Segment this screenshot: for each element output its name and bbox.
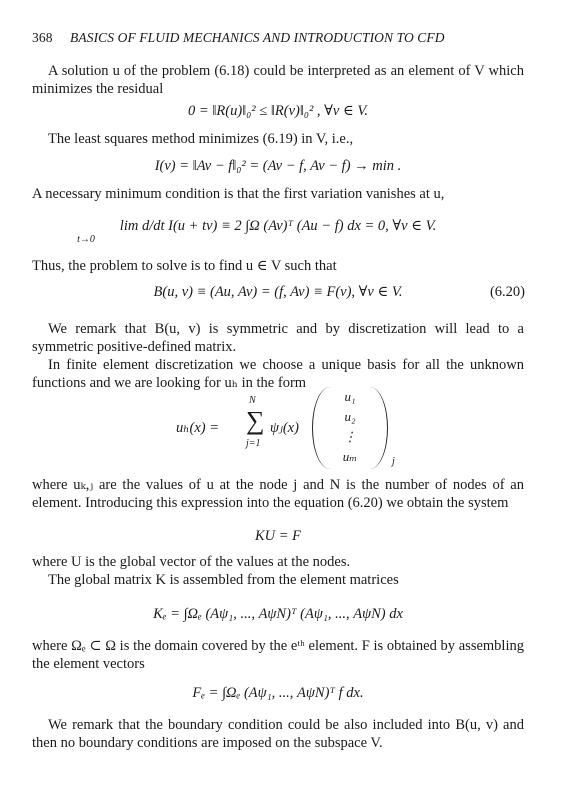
- paragraph-global-vector: where U is the global vector of the values at the nodes.: [32, 554, 351, 570]
- paragraph-domain: where Ωₑ ⊂ Ω is the domain covered by the eᵗʰ element. F is obtained by assembling the element vectors: [32, 638, 524, 672]
- vector-entry: ⋮: [343, 429, 357, 444]
- equation-system: KU = F: [254, 528, 302, 544]
- equation-residual: 0 = ‖R(u)‖₀² ≤ ‖R(v)‖₀² , ∀v ∈ V.: [188, 103, 368, 119]
- equation-element-vector: Fₑ = ∫Ωₑ (Aψ₁, ..., AψN)ᵀ f dx.: [192, 685, 364, 701]
- sum-sign-icon: ∑: [246, 406, 265, 435]
- paragraph-problem: Thus, the problem to solve is to find u ∈ V such that: [32, 258, 337, 274]
- running-title: BASICS OF FLUID MECHANICS AND INTRODUCTION TO CFD: [70, 30, 445, 45]
- equation-bilinear: B(u, v) ≡ (Au, Av) = (f, Av) ≡ F(v), ∀v ∈ V.: [153, 284, 403, 300]
- page-number: 368: [32, 30, 53, 45]
- paragraph-minimum-condition: A necessary minimum condition is that the first variation vanishes at u,: [32, 186, 445, 202]
- equation-functional: I(v) = ‖Av − f‖₀² = (Av − f, Av − f) → min .: [154, 158, 402, 174]
- vector-subscript: j: [392, 456, 395, 467]
- page-header: [32, 30, 532, 46]
- vector-entry: u₂: [344, 409, 356, 424]
- basis-function: ψⱼ(x): [270, 420, 299, 436]
- unknowns-vector: [312, 387, 388, 469]
- equation-element-matrix: Kₑ = ∫Ωₑ (Aψ₁, ..., AψN)ᵀ (Aψ₁, ..., AψN) dx: [153, 606, 403, 622]
- sum-upper-limit: N: [249, 395, 256, 406]
- paragraph-global-matrix: The global matrix K is assembled from the element matrices: [48, 572, 399, 588]
- paragraph-nodes: where uₖ,ⱼ are the values of u at the node j and N is the number of nodes of an element. Introducing this expression into the equation (6.20) we obtain the system: [32, 477, 524, 511]
- vector-entry: u₁: [344, 389, 356, 404]
- equation-number: (6.20): [489, 284, 525, 300]
- paragraph-least-squares: The least squares method minimizes (6.19) in V, i.e.,: [48, 131, 354, 147]
- vector-entry: uₘ: [342, 449, 358, 464]
- paragraph-boundary: We remark that the boundary condition could be also included into B(u, v) and then no boundary conditions are imposed on the subspace V.: [32, 717, 524, 751]
- equation-variation-limit-sub: t→0: [77, 234, 95, 245]
- paragraph-symmetric: We remark that B(u, v) is symmetric and by discretization will lead to a symmetric positive-defined matrix.: [32, 321, 524, 355]
- equation-approx-lhs: uₕ(x) =: [176, 420, 220, 436]
- equation-variation: lim d/dt I(u + tv) ≡ 2 ∫Ω (Av)ᵀ (Au − f) dx = 0, ∀v ∈ V.: [119, 218, 437, 234]
- paragraph-solution: A solution u of the problem (6.18) could be interpreted as an element of V which minimizes the residual: [32, 63, 524, 97]
- paragraph-finite-element: In finite element discretization we choose a unique basis for all the unknown functions and we are looking for uₕ in the form: [32, 357, 524, 391]
- sum-lower-limit: j=1: [246, 438, 261, 449]
